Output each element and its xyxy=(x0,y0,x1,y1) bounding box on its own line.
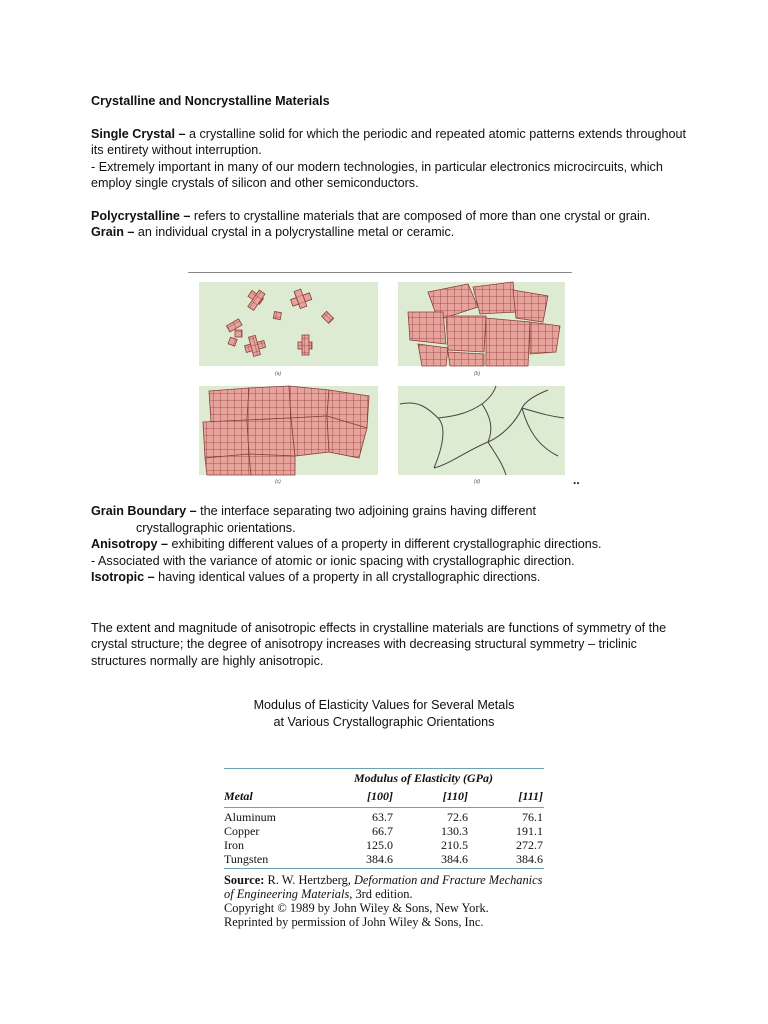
grain-term: Grain – xyxy=(91,225,135,239)
page-title: Crystalline and Noncrystalline Materials xyxy=(91,94,330,108)
grain-boundary-term: Grain Boundary – xyxy=(91,504,197,518)
table-caption-line-1: Modulus of Elasticity Values for Several Metals xyxy=(253,698,515,712)
panel-d xyxy=(398,386,565,485)
table-row xyxy=(224,852,544,866)
column-header: [111] xyxy=(518,789,543,803)
anisotropy-definition: Anisotropy – exhibiting different values of a property in different crystallographic directions. xyxy=(91,537,602,551)
source-copyright: Copyright © 1989 by John Wiley & Sons, New York. xyxy=(224,901,489,915)
isotropic-term: Isotropic – xyxy=(91,570,155,584)
table-cell: 125.0 xyxy=(366,838,393,852)
grain-boundary-definition: Grain Boundary – the interface separating two adjoining grains having different xyxy=(91,504,536,518)
table-row xyxy=(224,824,544,838)
table-cell: 66.7 xyxy=(372,824,393,838)
single-crystal-note: - Extremely important in many of our modern technologies, in particular electronics microcircuits, which employ single crystals of silicon and other semiconductors. xyxy=(91,159,663,190)
polycrystalline-definition: Polycrystalline – refers to crystalline materials that are composed of more than one crystal or grain. xyxy=(91,208,651,223)
anisotropy-paragraph: The extent and magnitude of anisotropic effects in crystalline materials are functions of symmetry of the crystal structure; the degree of anisotropy increases with decreasing structural symmetry – triclinic structures normally are highly anisotropic. xyxy=(91,620,667,668)
panel-b-label: (b) xyxy=(474,371,481,377)
table-cell: 384.6 xyxy=(441,852,468,866)
table-cell: 76.1 xyxy=(522,810,543,824)
grain-definition: Grain – an individual crystal in a polycrystalline metal or ceramic. xyxy=(91,225,455,239)
figure-mark: .. xyxy=(573,473,580,487)
table-cell: 384.6 xyxy=(516,852,543,866)
table-row xyxy=(224,838,544,852)
column-header: Metal xyxy=(224,789,253,803)
source-permission: Reprinted by permission of John Wiley & Sons, Inc. xyxy=(224,915,484,929)
table-cell: 272.7 xyxy=(516,838,543,852)
panel-a xyxy=(199,282,378,377)
single-crystal-definition: Single Crystal – a crystalline solid for which the periodic and repeated atomic patterns extends throughout its entirety without interruption. xyxy=(91,126,687,157)
table-cell: 384.6 xyxy=(366,852,393,866)
anisotropy-term: Anisotropy – xyxy=(91,537,168,551)
document-body xyxy=(91,93,691,241)
table-cell: Copper xyxy=(224,824,260,838)
column-header: [110] xyxy=(442,789,468,803)
table-cell: 191.1 xyxy=(516,824,543,838)
isotropic-definition: Isotropic – having identical values of a property in all crystallographic directions. xyxy=(91,570,541,584)
grain-boundary-continuation: crystallographic orientations. xyxy=(136,520,296,535)
grain-figure xyxy=(188,272,572,485)
single-crystal-term: Single Crystal – xyxy=(91,126,186,141)
table-cell: Aluminum xyxy=(224,810,277,824)
source-book: Deformation and Fracture Mechanics of Engineering Materials, xyxy=(224,873,543,901)
table-cell: Tungsten xyxy=(224,852,269,866)
panel-d-label: (d) xyxy=(474,479,481,485)
panel-b xyxy=(398,282,565,377)
polycrystalline-term: Polycrystalline – xyxy=(91,208,191,223)
table-span-header: Modulus of Elasticity (GPa) xyxy=(354,771,494,785)
table-caption xyxy=(184,697,584,731)
modulus-table xyxy=(224,768,544,929)
table-row xyxy=(224,810,544,824)
table-cell: 130.3 xyxy=(441,824,468,838)
table-header-row xyxy=(224,787,544,805)
table-cell: 63.7 xyxy=(372,810,393,824)
table-cell: 210.5 xyxy=(441,838,468,852)
panel-c-label: (c) xyxy=(275,479,281,485)
panel-c xyxy=(199,386,378,485)
table-caption-line-2: at Various Crystallographic Orientations xyxy=(273,715,495,729)
table-cell: 72.6 xyxy=(447,810,468,824)
definitions-block xyxy=(91,503,691,669)
table-source: Source: R. W. Hertzberg, Deformation and Fracture Mechanics of Engineering Materials, 3rd edition. Copyright © 1989 by John Wiley & Sons, New York. Reprinted by permission of John Wiley & Sons, Inc. xyxy=(224,873,543,929)
anisotropy-note: - Associated with the variance of atomic or ionic spacing with crystallographic direction. xyxy=(91,553,575,568)
column-header: [100] xyxy=(367,789,393,803)
source-label: Source: xyxy=(224,873,265,887)
panel-a-label: (a) xyxy=(275,371,282,377)
table-cell: Iron xyxy=(224,838,244,852)
